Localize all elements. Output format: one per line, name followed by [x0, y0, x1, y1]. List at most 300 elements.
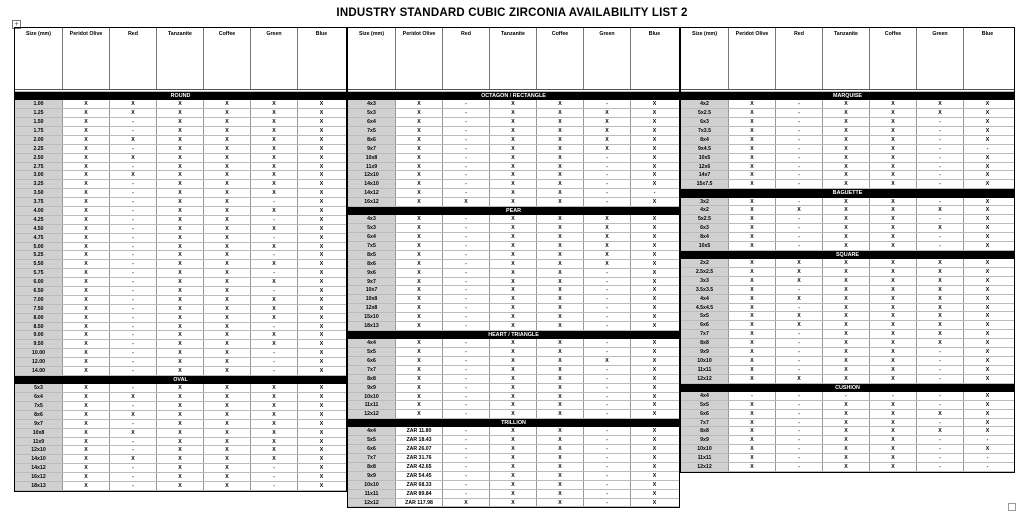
- availability-cell: X: [823, 277, 870, 285]
- page-title: INDUSTRY STANDARD CUBIC ZIRCONIA AVAILABILITY LIST 2: [336, 7, 688, 19]
- availability-cell: X: [443, 499, 490, 507]
- availability-cell: X: [652, 437, 657, 444]
- availability-cell: X: [204, 393, 251, 401]
- availability-cell: X: [823, 321, 870, 329]
- availability-cell: X: [251, 393, 298, 401]
- availability-cell: X: [870, 410, 917, 418]
- availability-cell: X: [537, 445, 584, 453]
- table-row: [681, 163, 1014, 172]
- availability-cell: -: [443, 304, 490, 312]
- availability-cell: X: [490, 384, 537, 392]
- availability-cell: X: [251, 225, 298, 233]
- availability-cell: -: [443, 109, 490, 117]
- table-row: [348, 366, 679, 375]
- table-row: [681, 286, 1014, 295]
- table-row: [348, 118, 679, 127]
- availability-cell: X: [985, 295, 990, 302]
- availability-cell: X: [319, 225, 324, 232]
- availability-cell: X: [110, 109, 157, 117]
- availability-cell: -: [584, 490, 631, 498]
- section-heading: CUSHION: [681, 384, 1014, 392]
- availability-cell: X: [652, 366, 657, 373]
- table-row: [15, 109, 346, 118]
- availability-cell: -: [917, 445, 964, 453]
- availability-cell: X: [729, 259, 776, 267]
- availability-cell: X: [110, 455, 157, 463]
- table-row: [348, 436, 679, 445]
- availability-cell: -: [110, 180, 157, 188]
- availability-cell: -: [776, 224, 823, 232]
- availability-cell: X: [251, 207, 298, 215]
- availability-cell: X: [985, 269, 990, 276]
- availability-cell: X: [319, 429, 324, 436]
- availability-cell: X: [823, 171, 870, 179]
- availability-cell: X: [319, 119, 324, 126]
- availability-cell: -: [584, 322, 631, 330]
- availability-table: [347, 27, 680, 508]
- availability-cell: X: [870, 118, 917, 126]
- availability-cell: X: [157, 243, 204, 251]
- size-cell: 8x8: [681, 339, 729, 347]
- table-row: [348, 100, 679, 109]
- availability-cell: -: [917, 401, 964, 409]
- availability-cell: X: [157, 314, 204, 322]
- availability-cell: X: [729, 224, 776, 232]
- availability-cell: X: [652, 322, 657, 329]
- availability-cell: -: [443, 233, 490, 241]
- table-row: [15, 473, 346, 482]
- availability-cell: X: [537, 436, 584, 444]
- availability-cell: -: [110, 420, 157, 428]
- availability-cell: X: [63, 464, 110, 472]
- availability-cell: X: [490, 215, 537, 223]
- availability-cell: -: [584, 393, 631, 401]
- availability-cell: X: [823, 118, 870, 126]
- availability-cell: -: [443, 322, 490, 330]
- size-cell: 12x6: [681, 163, 729, 171]
- table-row: [348, 401, 679, 410]
- table-row: [348, 189, 679, 198]
- availability-cell: X: [917, 224, 964, 232]
- table-row: [15, 189, 346, 198]
- availability-cell: X: [537, 393, 584, 401]
- table-row: [15, 384, 346, 393]
- column-header: Peridot Olive: [396, 28, 443, 89]
- table-row: [348, 313, 679, 322]
- table-row: [348, 198, 679, 207]
- availability-cell: X: [823, 224, 870, 232]
- availability-cell: X: [729, 410, 776, 418]
- size-cell: 8x8: [348, 375, 396, 383]
- table-row: [681, 136, 1014, 145]
- availability-cell: -: [251, 349, 298, 357]
- availability-cell: -: [584, 154, 631, 162]
- availability-cell: X: [63, 420, 110, 428]
- availability-cell: X: [537, 251, 584, 259]
- availability-cell: X: [823, 304, 870, 312]
- availability-cell: -: [917, 392, 964, 400]
- table-row: [681, 171, 1014, 180]
- table-row: [15, 198, 346, 207]
- size-cell: 1.25: [15, 109, 63, 117]
- column-header: Red: [110, 28, 157, 89]
- availability-cell: X: [63, 189, 110, 197]
- availability-cell: X: [490, 145, 537, 153]
- table-row: [681, 445, 1014, 454]
- availability-cell: X: [652, 110, 657, 117]
- section-heading: TRILLION: [348, 419, 679, 427]
- availability-cell: X: [652, 349, 657, 356]
- availability-cell: X: [870, 198, 917, 206]
- availability-cell: X: [490, 189, 537, 197]
- availability-cell: -: [110, 314, 157, 322]
- availability-cell: X: [985, 136, 990, 143]
- availability-cell: -: [776, 463, 823, 471]
- availability-cell: X: [204, 464, 251, 472]
- availability-cell: -: [776, 154, 823, 162]
- availability-cell: X: [917, 321, 964, 329]
- availability-cell: ZAR 68.33: [396, 481, 443, 489]
- availability-cell: X: [157, 358, 204, 366]
- availability-cell: -: [443, 180, 490, 188]
- availability-cell: -: [776, 233, 823, 241]
- availability-cell: X: [204, 163, 251, 171]
- availability-cell: X: [537, 304, 584, 312]
- availability-cell: -: [584, 427, 631, 435]
- availability-cell: X: [63, 287, 110, 295]
- table-row: [348, 233, 679, 242]
- availability-cell: X: [823, 136, 870, 144]
- availability-cell: -: [776, 454, 823, 462]
- availability-cell: -: [110, 296, 157, 304]
- availability-cell: X: [204, 109, 251, 117]
- availability-cell: X: [537, 198, 584, 206]
- availability-cell: X: [110, 171, 157, 179]
- size-cell: 5x5: [348, 348, 396, 356]
- table-resize-handle-icon[interactable]: [1008, 503, 1016, 511]
- availability-cell: -: [251, 216, 298, 224]
- availability-cell: X: [870, 268, 917, 276]
- availability-cell: -: [729, 392, 776, 400]
- size-cell: 6x4: [348, 233, 396, 241]
- size-cell: 9x7: [348, 278, 396, 286]
- availability-cell: X: [251, 305, 298, 313]
- availability-cell: -: [110, 189, 157, 197]
- availability-cell: X: [537, 127, 584, 135]
- table-move-handle-icon[interactable]: +: [12, 20, 21, 29]
- size-cell: 7x7: [348, 366, 396, 374]
- table-row: [681, 233, 1014, 242]
- availability-cell: -: [443, 348, 490, 356]
- availability-cell: X: [729, 154, 776, 162]
- availability-cell: X: [537, 454, 584, 462]
- size-cell: 10x5: [681, 242, 729, 250]
- table-row: [15, 429, 346, 438]
- availability-cell: X: [157, 482, 204, 490]
- availability-cell: -: [917, 127, 964, 135]
- availability-cell: X: [870, 348, 917, 356]
- availability-cell: X: [537, 410, 584, 418]
- availability-cell: -: [110, 305, 157, 313]
- size-cell: 9x7: [15, 420, 63, 428]
- size-cell: 8x8: [681, 427, 729, 435]
- availability-cell: X: [157, 455, 204, 463]
- availability-cell: X: [823, 109, 870, 117]
- availability-cell: X: [157, 100, 204, 108]
- availability-cell: X: [63, 455, 110, 463]
- table-row: [15, 163, 346, 172]
- table-row: [348, 278, 679, 287]
- availability-cell: X: [157, 207, 204, 215]
- availability-cell: X: [823, 295, 870, 303]
- availability-cell: -: [443, 427, 490, 435]
- table-row: [348, 154, 679, 163]
- availability-cell: X: [204, 136, 251, 144]
- availability-cell: X: [63, 260, 110, 268]
- size-cell: 12x10: [348, 171, 396, 179]
- availability-cell: -: [443, 481, 490, 489]
- availability-cell: X: [204, 260, 251, 268]
- table-row: [681, 375, 1014, 384]
- size-cell: 2.5x2.5: [681, 268, 729, 276]
- size-cell: 5.25: [15, 251, 63, 259]
- availability-cell: X: [490, 251, 537, 259]
- size-cell: 10x10: [681, 357, 729, 365]
- availability-cell: X: [584, 136, 631, 144]
- availability-cell: -: [776, 242, 823, 250]
- availability-cell: X: [396, 215, 443, 223]
- availability-cell: -: [443, 189, 490, 197]
- table-row: [681, 348, 1014, 357]
- availability-cell: X: [776, 277, 823, 285]
- table-row: [15, 331, 346, 340]
- table-row: [681, 436, 1014, 445]
- availability-cell: X: [63, 402, 110, 410]
- availability-cell: X: [319, 385, 324, 392]
- availability-cell: -: [443, 260, 490, 268]
- table-row: [681, 154, 1014, 163]
- availability-cell: -: [776, 419, 823, 427]
- size-cell: 11x9: [348, 163, 396, 171]
- availability-cell: -: [251, 464, 298, 472]
- availability-cell: X: [157, 163, 204, 171]
- availability-cell: -: [251, 198, 298, 206]
- table-row: [15, 340, 346, 349]
- availability-cell: X: [985, 216, 990, 223]
- availability-cell: X: [396, 189, 443, 197]
- availability-cell: X: [443, 198, 490, 206]
- availability-cell: X: [251, 163, 298, 171]
- availability-cell: -: [110, 331, 157, 339]
- availability-cell: -: [917, 348, 964, 356]
- availability-cell: X: [204, 438, 251, 446]
- availability-cell: X: [157, 305, 204, 313]
- availability-cell: X: [985, 286, 990, 293]
- availability-cell: X: [729, 304, 776, 312]
- availability-cell: X: [584, 215, 631, 223]
- table-row: [348, 136, 679, 145]
- section-heading: BAGUETTE: [681, 189, 1014, 197]
- availability-cell: X: [870, 419, 917, 427]
- availability-cell: X: [917, 427, 964, 435]
- availability-cell: X: [110, 393, 157, 401]
- availability-cell: X: [63, 234, 110, 242]
- size-cell: 7x5: [15, 402, 63, 410]
- section-heading: OVAL: [15, 376, 346, 384]
- availability-cell: X: [251, 331, 298, 339]
- availability-cell: X: [63, 411, 110, 419]
- availability-cell: X: [652, 145, 657, 152]
- availability-cell: X: [652, 464, 657, 471]
- availability-cell: ZAR 89.84: [396, 490, 443, 498]
- availability-cell: X: [985, 331, 990, 338]
- table-row: [348, 384, 679, 393]
- availability-cell: X: [537, 180, 584, 188]
- availability-cell: X: [396, 242, 443, 250]
- availability-cell: X: [870, 171, 917, 179]
- availability-cell: X: [823, 215, 870, 223]
- availability-cell: -: [776, 410, 823, 418]
- column-header: Blue: [315, 31, 328, 37]
- availability-cell: X: [63, 384, 110, 392]
- availability-cell: X: [729, 268, 776, 276]
- table-row: [15, 305, 346, 314]
- size-cell: 11x11: [348, 401, 396, 409]
- availability-cell: X: [319, 199, 324, 206]
- availability-cell: -: [443, 454, 490, 462]
- size-cell: 8.50: [15, 323, 63, 331]
- availability-cell: X: [985, 127, 990, 134]
- availability-cell: X: [870, 277, 917, 285]
- availability-cell: X: [584, 233, 631, 241]
- table-row: [681, 410, 1014, 419]
- size-cell: 4x4: [681, 295, 729, 303]
- size-cell: 3.50: [15, 189, 63, 197]
- availability-cell: X: [870, 427, 917, 435]
- availability-cell: X: [204, 118, 251, 126]
- size-cell: 9x9: [681, 348, 729, 356]
- availability-cell: X: [490, 401, 537, 409]
- availability-cell: X: [110, 100, 157, 108]
- availability-cell: X: [823, 268, 870, 276]
- size-cell: 16x12: [348, 198, 396, 206]
- availability-cell: X: [204, 473, 251, 481]
- availability-cell: X: [870, 127, 917, 135]
- table-row: [348, 269, 679, 278]
- availability-cell: X: [729, 401, 776, 409]
- availability-cell: X: [396, 348, 443, 356]
- availability-cell: X: [157, 331, 204, 339]
- availability-cell: X: [537, 463, 584, 471]
- column-header: Blue: [981, 31, 994, 37]
- table-row: [348, 445, 679, 454]
- availability-cell: X: [63, 118, 110, 126]
- availability-cell: X: [823, 233, 870, 241]
- availability-cell: -: [986, 455, 989, 462]
- availability-cell: X: [319, 154, 324, 161]
- table-row: [681, 100, 1014, 109]
- column-header: Tanzanite: [823, 28, 870, 89]
- availability-cell: -: [584, 313, 631, 321]
- table-row: [681, 392, 1014, 401]
- availability-cell: X: [251, 446, 298, 454]
- table-row: [681, 215, 1014, 224]
- table-row: [348, 215, 679, 224]
- availability-cell: X: [204, 189, 251, 197]
- availability-cell: X: [652, 199, 657, 206]
- availability-cell: -: [110, 402, 157, 410]
- size-cell: 18x13: [348, 322, 396, 330]
- availability-cell: X: [652, 119, 657, 126]
- availability-cell: -: [110, 446, 157, 454]
- size-cell: 7x5: [348, 242, 396, 250]
- size-cell: 10x7: [348, 286, 396, 294]
- table-row: [348, 472, 679, 481]
- availability-cell: -: [584, 286, 631, 294]
- availability-cell: X: [251, 429, 298, 437]
- column-header: Peridot Olive: [729, 28, 776, 89]
- availability-cell: X: [204, 171, 251, 179]
- availability-cell: X: [985, 446, 990, 453]
- size-cell: 4x2: [681, 206, 729, 214]
- availability-cell: -: [776, 180, 823, 188]
- availability-cell: X: [652, 172, 657, 179]
- size-cell: 9x6: [348, 269, 396, 277]
- availability-cell: -: [584, 472, 631, 480]
- availability-cell: X: [985, 234, 990, 241]
- availability-cell: X: [537, 357, 584, 365]
- availability-cell: X: [490, 180, 537, 188]
- availability-cell: X: [157, 225, 204, 233]
- availability-cell: -: [584, 304, 631, 312]
- availability-cell: X: [729, 436, 776, 444]
- availability-cell: -: [443, 339, 490, 347]
- availability-cell: X: [490, 278, 537, 286]
- availability-cell: X: [396, 198, 443, 206]
- table-row: [681, 109, 1014, 118]
- availability-cell: -: [443, 463, 490, 471]
- size-cell: 10x8: [348, 295, 396, 303]
- availability-cell: X: [63, 163, 110, 171]
- availability-cell: X: [63, 269, 110, 277]
- size-cell: 11x9: [15, 438, 63, 446]
- availability-cell: X: [251, 154, 298, 162]
- availability-cell: X: [652, 242, 657, 249]
- availability-cell: -: [776, 348, 823, 356]
- availability-cell: X: [319, 359, 324, 366]
- availability-cell: X: [917, 259, 964, 267]
- availability-cell: X: [251, 455, 298, 463]
- availability-cell: X: [319, 402, 324, 409]
- availability-cell: -: [584, 463, 631, 471]
- availability-cell: X: [204, 323, 251, 331]
- availability-cell: X: [204, 251, 251, 259]
- availability-cell: X: [823, 100, 870, 108]
- availability-cell: -: [776, 198, 823, 206]
- size-cell: 9x4.5: [681, 145, 729, 153]
- availability-cell: -: [443, 445, 490, 453]
- availability-cell: -: [110, 323, 157, 331]
- table-row: [15, 438, 346, 447]
- availability-cell: -: [776, 163, 823, 171]
- table-row: [15, 367, 346, 376]
- availability-cell: -: [584, 198, 631, 206]
- availability-cell: X: [157, 384, 204, 392]
- size-cell: 6x4: [348, 118, 396, 126]
- availability-cell: X: [63, 367, 110, 375]
- availability-cell: X: [537, 171, 584, 179]
- availability-cell: X: [652, 490, 657, 497]
